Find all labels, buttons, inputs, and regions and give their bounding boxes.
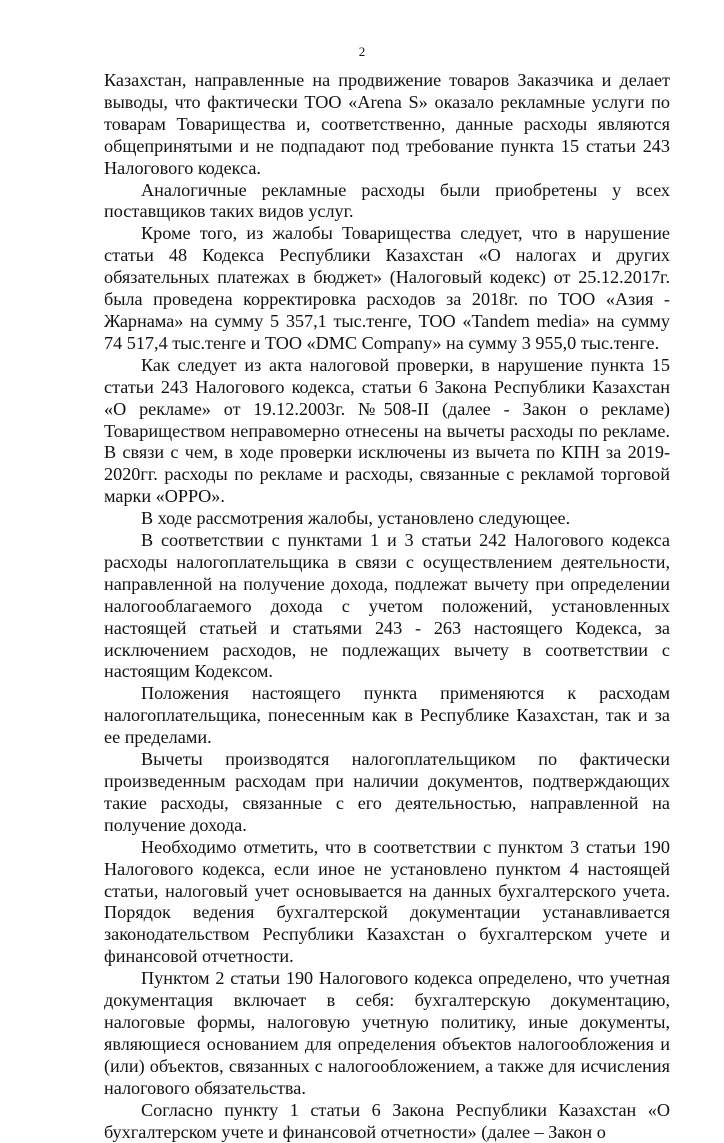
paragraph: Казахстан, направленные на продвижение товаров Заказчика и делает выводы, что фактически ТОО «Arena S» оказало рекламные услуги по товарам Товарищества и, соответственно, данные расходы являются общепринятыми и не подпадают под требование пункта 15 статьи 243 Налогового кодекса. xyxy=(104,70,670,178)
paragraph: Положения настоящего пункта применяются к расходам налогоплательщика, понесенным как в Республике Казахстан, так и за ее пределами. xyxy=(104,683,670,748)
paragraph: Как следует из акта налоговой проверки, в нарушение пункта 15 статьи 243 Налогового кодекса, статьи 6 Закона Республики Казахстан «О рекламе» от 19.12.2003г. №508-II (далее - Закон о рекламе) Товариществом неправомерно отнесены на вычеты расходы по рекламе. В связи с чем, в ходе проверки исключены из вычета по КПН за 2019-2020гг. расходы по рекламе и расходы, связанные с рекламой торговой марки «OPPO». xyxy=(104,354,670,507)
document-body xyxy=(104,70,670,1143)
paragraph: В ходе рассмотрения жалобы, установлено следующее. xyxy=(141,508,571,529)
paragraph: Кроме того, из жалобы Товарищества следует, что в нарушение статьи 48 Кодекса Республики Казахстан «О налогах и других обязательных платежах в бюджет» (Налоговый кодекс) от 25.12.2017г. была проведена корректировка расходов за 2018г. по ТОО «Азия - Жарнама» на сумму 5 357,1 тыс.тенге, ТОО «Tandem media» на сумму 74 517,4 тыс.тенге и ТОО «DMC Company» на сумму 3 955,0 тыс.тенге. xyxy=(104,223,670,353)
paragraph: Пунктом 2 статьи 190 Налогового кодекса определено, что учетная документация включает в себя: бухгалтерскую документацию, налоговые формы, налоговую учетную политику, иные документы, являющиеся основанием для определения объектов налогообложения и (или) объектов, связанных с налогообложением, а также для исчисления налогового обязательства. xyxy=(104,968,670,1098)
page-number: 2 xyxy=(358,44,366,59)
paragraph: Аналогичные рекламные расходы были приобретены у всех поставщиков таких видов услуг. xyxy=(104,179,670,222)
paragraph: Согласно пункту 1 статьи 6 Закона Республики Казахстан «О бухгалтерском учете и финансовой отчетности» (далее – Закон о xyxy=(104,1099,670,1142)
paragraph: Необходимо отметить, что в соответствии с пунктом 3 статьи 190 Налогового кодекса, если иное не установлено пунктом 4 настоящей статьи, налоговый учет основывается на данных бухгалтерского учета. Порядок ведения бухгалтерской документации устанавливается законодательством Республики Казахстан о бухгалтерском учете и финансовой отчетности. xyxy=(104,836,670,967)
paragraph: Вычеты производятся налогоплательщиком по фактически произведенным расходам при наличии документов, подтверждающих такие расходы, связанные с его деятельностью, направленной на получение дохода. xyxy=(104,749,670,835)
paragraph: В соответствии с пунктами 1 и 3 статьи 242 Налогового кодекса расходы налогоплательщика в связи с осуществлением деятельности, направленной на получение дохода, подлежат вычету при определении налогооблагаемого дохода с учетом положений, установленных настоящей статьей и статьями 243 - 263 настоящего Кодекса, за исключением расходов, не подлежащих вычету в соответствии с настоящим Кодексом. xyxy=(104,530,670,682)
